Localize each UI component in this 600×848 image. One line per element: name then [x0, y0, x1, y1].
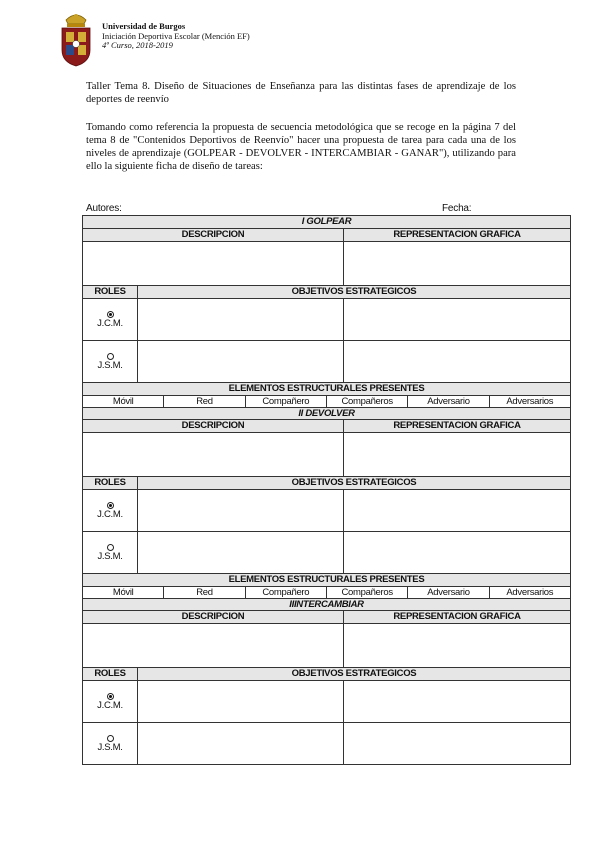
element-option[interactable]: Red [163, 587, 244, 598]
objetivo-field[interactable] [137, 532, 343, 573]
element-option[interactable]: Adversario [407, 396, 488, 407]
element-option[interactable]: Red [163, 396, 244, 407]
representacion-field[interactable] [343, 433, 570, 476]
descripcion-field[interactable] [83, 624, 343, 667]
form-row [83, 610, 570, 623]
form-row [83, 573, 570, 586]
roles-header: ROLES [94, 477, 126, 488]
intro-instructions: Tomando como referencia la propuesta de secuencia metodológica que se recoge en la página 7 del tema 8 de "Contenidos Deportivos de Reenvío" hacer una propuesta de tarea para cada una de los niveles de aprendizaje (GOLPEAR - DEVOLVER - INTERCAMBIAR - GANAR"), utilizando para ello la siguiente ficha de diseño de tareas: [86, 122, 516, 172]
elementos-header: ELEMENTOS ESTRUCTURALES PRESENTES [228, 383, 425, 394]
element-option[interactable]: Adversarios [489, 396, 570, 407]
role-label: J.C.M. [97, 508, 123, 520]
elementos-header: ELEMENTOS ESTRUCTURALES PRESENTES [228, 574, 425, 585]
form-row [83, 432, 570, 476]
representacion-header: REPRESENTACION GRAFICA [343, 611, 570, 623]
role-jsm[interactable] [83, 341, 137, 382]
objetivos-header: OBJETIVOS ESTRATEGICOS [137, 477, 570, 489]
roles-header: ROLES [94, 286, 126, 297]
university-name: Universidad de Burgos [102, 21, 186, 31]
form-row [83, 722, 570, 764]
form-row [83, 285, 570, 298]
objetivo-field[interactable] [343, 532, 570, 573]
element-option[interactable]: Adversario [407, 587, 488, 598]
form-row [83, 407, 570, 419]
objetivo-field[interactable] [343, 723, 570, 764]
role-jcm[interactable] [83, 490, 137, 531]
descripcion-header: DESCRIPCION [181, 229, 245, 240]
representacion-header: REPRESENTACION GRAFICA [343, 420, 570, 432]
objetivo-field[interactable] [137, 341, 343, 382]
objetivo-field[interactable] [137, 490, 343, 531]
fecha-label: Fecha: [442, 203, 472, 214]
role-label: J.S.M. [97, 741, 123, 753]
form-row [83, 216, 570, 228]
element-option[interactable]: Compañeros [326, 587, 407, 598]
objetivo-field[interactable] [343, 681, 570, 722]
objetivos-header: OBJETIVOS ESTRATEGICOS [137, 668, 570, 680]
representacion-field[interactable] [343, 624, 570, 667]
element-option[interactable]: Compañeros [326, 396, 407, 407]
objetivos-header: OBJETIVOS ESTRATEGICOS [137, 286, 570, 298]
role-jsm[interactable] [83, 723, 137, 764]
task-design-form [82, 215, 571, 765]
form-row [83, 382, 570, 395]
form-row [83, 298, 570, 340]
autores-label: Autores: [86, 203, 122, 214]
objetivo-field[interactable] [343, 490, 570, 531]
radio-selected-icon[interactable] [107, 502, 114, 509]
radio-selected-icon[interactable] [107, 311, 114, 318]
objetivo-field[interactable] [343, 341, 570, 382]
section-title: II DEVOLVER [298, 407, 355, 419]
objetivo-field[interactable] [137, 299, 343, 340]
form-row [83, 667, 570, 680]
roles-header: ROLES [94, 668, 126, 679]
intro-title: Taller Tema 8. Diseño de Situaciones de Enseñanza para las distintas fases de aprendizaje de los deportes de reenvío [86, 81, 516, 105]
form-row [83, 623, 570, 667]
radio-selected-icon[interactable] [107, 693, 114, 700]
program-name: Iniciación Deportiva Escolar (Mención EF) [102, 30, 250, 41]
descripcion-field[interactable] [83, 242, 343, 285]
objetivo-field[interactable] [137, 681, 343, 722]
objetivo-field[interactable] [137, 723, 343, 764]
radio-empty-icon[interactable] [107, 735, 114, 742]
role-jcm[interactable] [83, 681, 137, 722]
form-row [83, 586, 570, 598]
university-crest-icon [58, 10, 94, 68]
form-row [83, 531, 570, 573]
representacion-field[interactable] [343, 242, 570, 285]
element-option[interactable]: Compañero [245, 587, 326, 598]
form-row [83, 489, 570, 531]
form-row [83, 476, 570, 489]
form-row [83, 680, 570, 722]
radio-empty-icon[interactable] [107, 544, 114, 551]
course-label: 4º Curso, 2018-2019 [102, 40, 173, 50]
radio-empty-icon[interactable] [107, 353, 114, 360]
form-row [83, 241, 570, 285]
descripcion-header: DESCRIPCION [181, 611, 245, 622]
representacion-header: REPRESENTACION GRAFICA [343, 229, 570, 241]
element-option[interactable]: Móvil [112, 395, 134, 407]
role-jsm[interactable] [83, 532, 137, 573]
element-option[interactable]: Adversarios [489, 587, 570, 598]
section-title: I GOLPEAR [301, 216, 352, 227]
form-row [83, 419, 570, 432]
form-row [83, 340, 570, 382]
role-jcm[interactable] [83, 299, 137, 340]
role-label: J.S.M. [97, 550, 123, 562]
role-label: J.C.M. [97, 317, 123, 329]
element-option[interactable]: Móvil [112, 586, 134, 598]
element-option[interactable]: Compañero [245, 396, 326, 407]
document-header [58, 10, 358, 70]
descripcion-field[interactable] [83, 433, 343, 476]
role-label: J.S.M. [97, 359, 123, 371]
form-row [83, 395, 570, 407]
role-label: J.C.M. [97, 699, 123, 711]
objetivo-field[interactable] [343, 299, 570, 340]
section-title: IIINTERCAMBIAR [289, 598, 364, 610]
form-row [83, 228, 570, 241]
form-row [83, 598, 570, 610]
descripcion-header: DESCRIPCION [181, 420, 245, 431]
